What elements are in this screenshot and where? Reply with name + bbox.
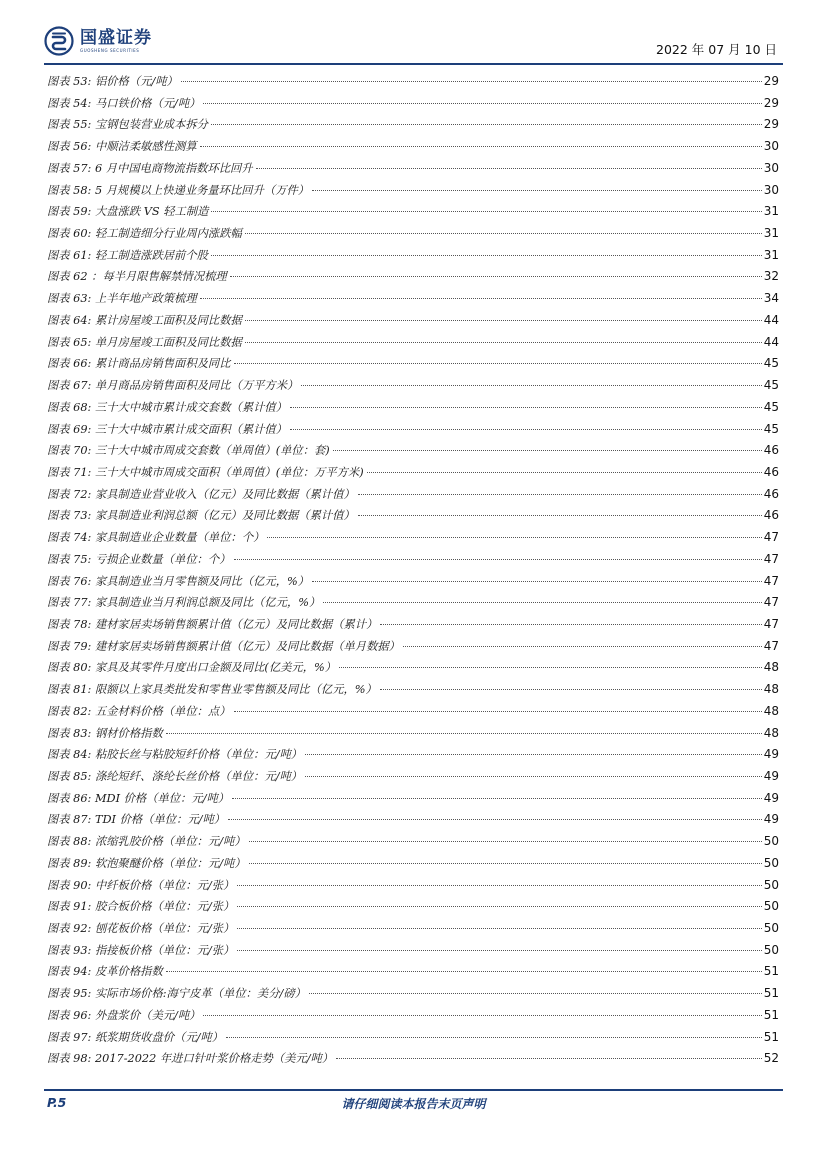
dot-leader — [211, 255, 762, 256]
toc-entry-label: 图表 77: 家具制造业当月利润总额及同比（亿元，%） — [47, 596, 321, 610]
toc-entry-page: 51 — [763, 1029, 779, 1044]
toc-entry[interactable] — [47, 679, 779, 701]
toc-entry-page: 29 — [763, 95, 779, 110]
dot-leader — [200, 146, 762, 147]
toc-entry-label: 图表 70: 三十大中城市周成交套数（单周值）(单位：套) — [47, 444, 330, 458]
toc-entry-label: 图表 59: 大盘涨跌 VS 轻工制造 — [47, 205, 209, 219]
toc-entry[interactable] — [47, 136, 779, 158]
toc-entry[interactable] — [47, 701, 779, 723]
toc-entry[interactable] — [47, 744, 779, 766]
toc-entry[interactable] — [47, 961, 779, 983]
toc-entry-page: 50 — [763, 899, 779, 914]
dot-leader — [249, 841, 762, 842]
toc-entry[interactable] — [47, 71, 779, 93]
toc-entry[interactable] — [47, 571, 779, 593]
toc-entry-page: 46 — [763, 443, 779, 458]
dot-leader — [380, 624, 761, 625]
toc-entry[interactable] — [47, 940, 779, 962]
toc-entry-label: 图表 58: 5 月规模以上快递业务量环比回升（万件） — [47, 183, 310, 197]
toc-entry-page: 50 — [763, 921, 779, 936]
toc-entry-page: 31 — [763, 247, 779, 262]
dot-leader — [200, 298, 762, 299]
toc-entry-label: 图表 65: 单月房屋竣工面积及同比数据 — [47, 335, 242, 349]
toc-entry-page: 47 — [763, 530, 779, 545]
toc-entry-label: 图表 78: 建材家居卖场销售额累计值（亿元）及同比数据（累计） — [47, 617, 378, 631]
dot-leader — [234, 711, 762, 712]
dot-leader — [267, 537, 761, 538]
dot-leader — [336, 1058, 762, 1059]
toc-entry-page: 46 — [763, 464, 779, 479]
toc-entry[interactable] — [47, 332, 779, 354]
toc-entry[interactable] — [47, 853, 779, 875]
toc-entry-label: 图表 86: MDI 价格（单位：元/吨） — [47, 791, 230, 805]
logo-icon — [44, 26, 74, 56]
toc-entry-label: 图表 68: 三十大中城市累计成交套数（累计值） — [47, 400, 288, 414]
toc-entry[interactable] — [47, 201, 779, 223]
dot-leader — [237, 906, 761, 907]
toc-entry-page: 47 — [763, 638, 779, 653]
toc-entry-page: 49 — [763, 769, 779, 783]
dot-leader — [181, 81, 762, 82]
toc-entry-page: 45 — [763, 356, 779, 371]
toc-entry-page: 45 — [763, 378, 779, 393]
toc-entry-label: 图表 73: 家具制造业利润总额（亿元）及同比数据（累计值） — [47, 509, 355, 523]
toc-entry-label: 图表 90: 中纤板价格（单位：元/张） — [47, 878, 235, 892]
dot-leader — [232, 798, 762, 799]
toc-entry[interactable] — [47, 788, 779, 810]
toc-entry-page: 47 — [763, 551, 779, 566]
toc-entry[interactable] — [47, 723, 779, 745]
toc-entry-label: 图表 54: 马口铁价格（元/吨） — [47, 96, 201, 110]
toc-entry-page: 51 — [763, 964, 779, 979]
dot-leader — [312, 190, 762, 191]
toc-entry-label: 图表 57: 6 月中国电商物流指数环比回升 — [47, 161, 253, 175]
toc-entry-page: 51 — [763, 1007, 779, 1022]
dot-leader — [367, 472, 762, 473]
toc-entry-label: 图表 84: 粘胶长丝与粘胶短纤价格（单位：元/吨） — [47, 748, 303, 762]
dot-leader — [333, 450, 762, 451]
footer-divider — [44, 1089, 783, 1091]
toc-entry-page: 44 — [763, 334, 779, 349]
toc-entry-page: 29 — [763, 117, 779, 132]
toc-entry-label: 图表 61: 轻工制造涨跌居前个股 — [47, 248, 208, 262]
dot-leader — [230, 276, 762, 277]
toc-entry[interactable] — [47, 636, 779, 658]
toc-entry[interactable] — [47, 527, 779, 549]
header-divider — [44, 63, 783, 65]
page-header — [0, 0, 827, 66]
dot-leader — [312, 581, 762, 582]
toc-entry[interactable] — [47, 288, 779, 310]
dot-leader — [380, 689, 762, 690]
dot-leader — [166, 733, 762, 734]
toc-entry-label: 图表 64: 累计房屋竣工面积及同比数据 — [47, 313, 242, 327]
page-number: P.5 — [47, 1095, 67, 1110]
toc-entry[interactable] — [47, 657, 779, 679]
toc-entry-label: 图表 92: 刨花板价格（单位：元/张） — [47, 922, 235, 936]
toc-entry[interactable] — [47, 266, 779, 288]
toc-entry-page: 48 — [763, 660, 779, 675]
toc-entry-page: 47 — [763, 616, 779, 631]
toc-entry[interactable] — [47, 549, 779, 571]
dot-leader — [234, 559, 762, 560]
figure-index-list — [47, 71, 779, 1070]
dot-leader — [309, 993, 762, 994]
toc-entry-label: 图表 95: 实际市场价格:海宁皮革（单位：美分/磅） — [47, 987, 306, 1001]
toc-entry-page: 48 — [763, 682, 779, 697]
toc-entry-label: 图表 62 ：每半月限售解禁情况梳理 — [47, 270, 227, 284]
toc-entry[interactable] — [47, 809, 779, 831]
toc-entry-page: 31 — [763, 204, 779, 219]
toc-entry-page: 45 — [763, 421, 779, 436]
toc-entry[interactable] — [47, 1048, 779, 1070]
toc-entry-page: 50 — [763, 877, 779, 892]
toc-entry[interactable] — [47, 353, 779, 375]
report-date: 2022 年 07 月 10 日 — [656, 42, 777, 57]
toc-entry-page: 45 — [763, 399, 779, 414]
toc-entry[interactable] — [47, 766, 779, 788]
toc-entry-label: 图表 63: 上半年地产政策梳理 — [47, 292, 197, 306]
dot-leader — [203, 1015, 761, 1016]
toc-entry-label: 图表 89: 软泡聚醚价格（单位：元/吨） — [47, 856, 246, 870]
toc-entry-page: 47 — [763, 573, 779, 588]
toc-entry-label: 图表 80: 家具及其零件月度出口金额及同比(亿美元，%） — [47, 661, 337, 675]
toc-entry-page: 30 — [763, 160, 779, 175]
toc-entry-label: 图表 56: 中顺洁柔敏感性测算 — [47, 140, 197, 154]
dot-leader — [305, 776, 762, 777]
toc-entry-page: 52 — [763, 1051, 779, 1066]
company-logo — [44, 26, 152, 56]
toc-entry-page: 47 — [763, 595, 779, 610]
toc-entry-page: 30 — [763, 139, 779, 154]
toc-entry-label: 图表 88: 浓缩乳胶价格（单位：元/吨） — [47, 835, 246, 849]
toc-entry-label: 图表 66: 累计商品房销售面积及同比 — [47, 357, 231, 371]
logo-name: 国盛证券 — [80, 27, 152, 48]
toc-entry-label: 图表 82: 五金材料价格（单位：点） — [47, 704, 231, 718]
dot-leader — [256, 168, 762, 169]
dot-leader — [305, 754, 762, 755]
toc-entry-label: 图表 60: 轻工制造细分行业周内涨跌幅 — [47, 227, 242, 241]
toc-entry[interactable] — [47, 831, 779, 853]
toc-entry-label: 图表 69: 三十大中城市累计成交面积（累计值） — [47, 422, 288, 436]
logo-english-name: GUOSHENG SECURITIES — [80, 47, 140, 53]
toc-entry-label: 图表 93: 指接板价格（单位：元/张） — [47, 943, 235, 957]
toc-entry[interactable] — [47, 918, 779, 940]
toc-entry[interactable] — [47, 614, 779, 636]
dot-leader — [245, 320, 762, 321]
dot-leader — [234, 363, 762, 364]
toc-entry[interactable] — [47, 397, 779, 419]
toc-entry-label: 图表 81: 限额以上家具类批发和零售业零售额及同比（亿元，%） — [47, 683, 377, 697]
toc-entry-page: 48 — [763, 703, 779, 718]
toc-entry-page: 46 — [763, 486, 779, 501]
toc-entry-page: 49 — [763, 812, 779, 827]
toc-entry-label: 图表 97: 纸浆期货收盘价（元/吨） — [47, 1030, 224, 1044]
dot-leader — [290, 429, 762, 430]
toc-entry-page: 30 — [763, 182, 779, 197]
toc-entry-page: 50 — [763, 834, 779, 849]
toc-entry[interactable] — [47, 310, 779, 332]
toc-entry[interactable] — [47, 440, 779, 462]
toc-entry-label: 图表 71: 三十大中城市周成交面积（单周值）(单位：万平方米) — [47, 465, 364, 479]
dot-leader — [166, 971, 762, 972]
toc-entry-label: 图表 83: 钢材价格指数 — [47, 726, 163, 740]
dot-leader — [211, 124, 762, 125]
toc-entry-page: 51 — [763, 986, 779, 1001]
toc-entry-label: 图表 85: 涤纶短纤、涤纶长丝价格（单位：元/吨） — [47, 770, 303, 783]
dot-leader — [228, 819, 762, 820]
toc-entry[interactable] — [47, 1005, 779, 1027]
dot-leader — [237, 950, 761, 951]
toc-entry-label: 图表 75: 亏损企业数量（单位：个） — [47, 552, 231, 566]
toc-entry-page: 48 — [763, 725, 779, 740]
toc-entry-page: 46 — [763, 508, 779, 523]
toc-entry[interactable] — [47, 592, 779, 614]
toc-entry-page: 49 — [763, 790, 779, 805]
dot-leader — [358, 494, 762, 495]
dot-leader — [323, 602, 761, 603]
dot-leader — [237, 928, 761, 929]
toc-entry-label: 图表 72: 家具制造业营业收入（亿元）及同比数据（累计值） — [47, 487, 355, 501]
toc-entry[interactable] — [47, 375, 779, 397]
toc-entry[interactable] — [47, 93, 779, 115]
dot-leader — [245, 233, 762, 234]
toc-entry-page: 32 — [763, 269, 779, 284]
toc-entry-label: 图表 96: 外盘浆价（美元/吨） — [47, 1008, 201, 1022]
toc-entry[interactable] — [47, 505, 779, 527]
toc-entry-page: 31 — [763, 226, 779, 241]
toc-entry[interactable] — [47, 983, 779, 1005]
toc-entry-label: 图表 94: 皮革价格指数 — [47, 965, 163, 979]
dot-leader — [249, 863, 762, 864]
dot-leader — [245, 342, 762, 343]
toc-entry-page: 49 — [763, 747, 779, 762]
toc-entry[interactable] — [47, 223, 779, 245]
toc-entry-label: 图表 53: 铝价格（元/吨） — [47, 75, 178, 88]
toc-entry-label: 图表 79: 建材家居卖场销售额累计值（亿元）及同比数据（单月数据） — [47, 639, 400, 653]
toc-entry[interactable] — [47, 896, 779, 918]
dot-leader — [237, 885, 761, 886]
toc-entry-page: 44 — [763, 312, 779, 327]
dot-leader — [211, 211, 761, 212]
toc-entry-page: 50 — [763, 942, 779, 957]
dot-leader — [403, 646, 762, 647]
toc-entry[interactable] — [47, 462, 779, 484]
dot-leader — [301, 385, 761, 386]
dot-leader — [226, 1037, 762, 1038]
dot-leader — [290, 407, 762, 408]
toc-entry-label: 图表 87: TDI 价格（单位：元/吨） — [47, 813, 226, 827]
toc-entry-page: 50 — [763, 855, 779, 870]
toc-entry[interactable] — [47, 180, 779, 202]
toc-entry-page: 34 — [763, 291, 779, 306]
toc-entry-label: 图表 67: 单月商品房销售面积及同比（万平方米） — [47, 379, 299, 393]
toc-entry-label: 图表 98: 2017-2022 年进口针叶浆价格走势（美元/吨） — [47, 1052, 334, 1066]
toc-entry-label: 图表 55: 宝钢包装营业成本拆分 — [47, 118, 208, 132]
toc-entry[interactable] — [47, 114, 779, 136]
toc-entry[interactable] — [47, 1027, 779, 1049]
disclaimer-note: 请仔细阅读本报告末页声明 — [341, 1097, 486, 1111]
toc-entry-label: 图表 91: 胶合板价格（单位：元/张） — [47, 900, 235, 914]
toc-entry-page: 29 — [763, 74, 779, 88]
toc-entry-label: 图表 74: 家具制造业企业数量（单位：个） — [47, 531, 265, 545]
toc-entry[interactable] — [47, 875, 779, 897]
toc-entry[interactable] — [47, 245, 779, 267]
dot-leader — [203, 103, 761, 104]
dot-leader — [339, 667, 762, 668]
toc-entry[interactable] — [47, 158, 779, 180]
toc-entry-label: 图表 76: 家具制造业当月零售额及同比（亿元，%） — [47, 574, 310, 588]
toc-entry[interactable] — [47, 419, 779, 441]
dot-leader — [358, 515, 762, 516]
toc-entry[interactable] — [47, 484, 779, 506]
